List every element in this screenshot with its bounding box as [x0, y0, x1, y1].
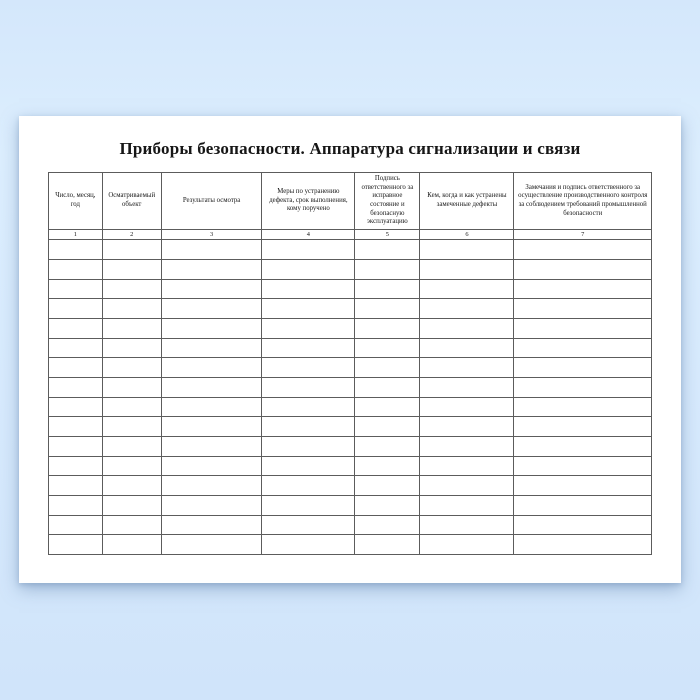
empty-cell [49, 417, 103, 437]
empty-cell [161, 338, 262, 358]
empty-cell [514, 456, 652, 476]
empty-cell [514, 496, 652, 516]
empty-cell [420, 496, 514, 516]
empty-cell [514, 338, 652, 358]
empty-cell [161, 496, 262, 516]
empty-cell [49, 279, 103, 299]
empty-cell [262, 417, 355, 437]
column-number-cell: 1 [49, 230, 103, 240]
table-row [49, 377, 652, 397]
empty-cell [355, 437, 420, 457]
empty-cell [102, 377, 161, 397]
empty-cell [420, 259, 514, 279]
empty-cell [514, 397, 652, 417]
column-number-cell: 4 [262, 230, 355, 240]
empty-cell [355, 377, 420, 397]
empty-cell [514, 299, 652, 319]
empty-cell [49, 515, 103, 535]
empty-cell [355, 535, 420, 555]
empty-cell [49, 535, 103, 555]
table-row [49, 515, 652, 535]
table-body [49, 240, 652, 555]
empty-cell [262, 456, 355, 476]
table-header [49, 173, 652, 240]
empty-cell [355, 456, 420, 476]
empty-cell [102, 476, 161, 496]
empty-cell [420, 240, 514, 260]
empty-cell [355, 417, 420, 437]
empty-cell [102, 358, 161, 378]
column-number-cell: 3 [161, 230, 262, 240]
header-cell: Результаты осмотра [161, 173, 262, 230]
table-row [49, 476, 652, 496]
empty-cell [161, 259, 262, 279]
table-row [49, 358, 652, 378]
table-row [49, 240, 652, 260]
column-number-cell: 7 [514, 230, 652, 240]
empty-cell [355, 299, 420, 319]
empty-cell [262, 240, 355, 260]
empty-cell [420, 437, 514, 457]
empty-cell [420, 397, 514, 417]
empty-cell [102, 338, 161, 358]
table-row [49, 417, 652, 437]
empty-cell [161, 456, 262, 476]
empty-cell [262, 397, 355, 417]
empty-cell [102, 515, 161, 535]
empty-cell [102, 437, 161, 457]
empty-cell [514, 377, 652, 397]
empty-cell [49, 377, 103, 397]
empty-cell [161, 397, 262, 417]
empty-cell [420, 338, 514, 358]
empty-cell [355, 496, 420, 516]
column-number-row [49, 230, 652, 240]
empty-cell [49, 240, 103, 260]
empty-cell [49, 496, 103, 516]
empty-cell [355, 259, 420, 279]
page-title: Приборы безопасности. Аппаратура сигнализации и связи [119, 139, 581, 158]
empty-cell [49, 437, 103, 457]
column-number-cell: 6 [420, 230, 514, 240]
table-row [49, 397, 652, 417]
table-row [49, 437, 652, 457]
empty-cell [514, 318, 652, 338]
empty-cell [420, 358, 514, 378]
empty-cell [161, 417, 262, 437]
empty-cell [161, 240, 262, 260]
empty-cell [161, 437, 262, 457]
empty-cell [355, 338, 420, 358]
empty-cell [262, 476, 355, 496]
empty-cell [262, 279, 355, 299]
empty-cell [514, 515, 652, 535]
empty-cell [161, 299, 262, 319]
empty-cell [262, 437, 355, 457]
empty-cell [355, 279, 420, 299]
empty-cell [355, 397, 420, 417]
empty-cell [161, 279, 262, 299]
empty-cell [102, 535, 161, 555]
empty-cell [161, 318, 262, 338]
empty-cell [262, 515, 355, 535]
empty-cell [355, 515, 420, 535]
empty-cell [262, 358, 355, 378]
empty-cell [262, 535, 355, 555]
empty-cell [420, 535, 514, 555]
empty-cell [102, 259, 161, 279]
header-cell: Замечания и подпись ответственного за осуществление производственного контроля за соблюдением требований промышленной безопасности [514, 173, 652, 230]
table-row [49, 338, 652, 358]
empty-cell [420, 456, 514, 476]
empty-cell [355, 476, 420, 496]
empty-cell [161, 358, 262, 378]
table-row [49, 496, 652, 516]
empty-cell [262, 496, 355, 516]
empty-cell [161, 377, 262, 397]
empty-cell [49, 397, 103, 417]
table-row [49, 535, 652, 555]
empty-cell [420, 299, 514, 319]
empty-cell [161, 535, 262, 555]
empty-cell [102, 417, 161, 437]
table-row [49, 318, 652, 338]
empty-cell [49, 318, 103, 338]
empty-cell [49, 476, 103, 496]
empty-cell [49, 456, 103, 476]
header-cell: Кем, когда и как устранены замеченные дефекты [420, 173, 514, 230]
header-cell: Меры по устранению дефекта, срок выполнения, кому поручено [262, 173, 355, 230]
empty-cell [161, 476, 262, 496]
empty-cell [102, 240, 161, 260]
table-row [49, 299, 652, 319]
empty-cell [514, 240, 652, 260]
empty-cell [420, 377, 514, 397]
empty-cell [420, 515, 514, 535]
empty-cell [514, 476, 652, 496]
empty-cell [420, 476, 514, 496]
table-row [49, 259, 652, 279]
empty-cell [49, 358, 103, 378]
table-row [49, 279, 652, 299]
empty-cell [514, 259, 652, 279]
empty-cell [102, 279, 161, 299]
column-number-cell: 2 [102, 230, 161, 240]
empty-cell [49, 299, 103, 319]
empty-cell [102, 456, 161, 476]
column-number-cell: 5 [355, 230, 420, 240]
empty-cell [262, 338, 355, 358]
empty-cell [102, 318, 161, 338]
header-row [49, 173, 652, 230]
empty-cell [514, 437, 652, 457]
empty-cell [420, 279, 514, 299]
empty-cell [49, 338, 103, 358]
empty-cell [514, 417, 652, 437]
empty-cell [102, 299, 161, 319]
empty-cell [102, 496, 161, 516]
empty-cell [514, 535, 652, 555]
document-page [19, 116, 681, 583]
empty-cell [161, 515, 262, 535]
empty-cell [355, 358, 420, 378]
empty-cell [420, 318, 514, 338]
empty-cell [514, 279, 652, 299]
empty-cell [262, 259, 355, 279]
empty-cell [262, 377, 355, 397]
inspection-log-table [48, 172, 652, 555]
empty-cell [514, 358, 652, 378]
header-cell: Число, месяц, год [49, 173, 103, 230]
empty-cell [262, 299, 355, 319]
empty-cell [355, 318, 420, 338]
empty-cell [355, 240, 420, 260]
empty-cell [420, 417, 514, 437]
header-cell: Осматриваемый объект [102, 173, 161, 230]
header-cell: Подпись ответственного за исправное состояние и безопасную эксплуатацию [355, 173, 420, 230]
table-row [49, 456, 652, 476]
empty-cell [102, 397, 161, 417]
empty-cell [262, 318, 355, 338]
empty-cell [49, 259, 103, 279]
